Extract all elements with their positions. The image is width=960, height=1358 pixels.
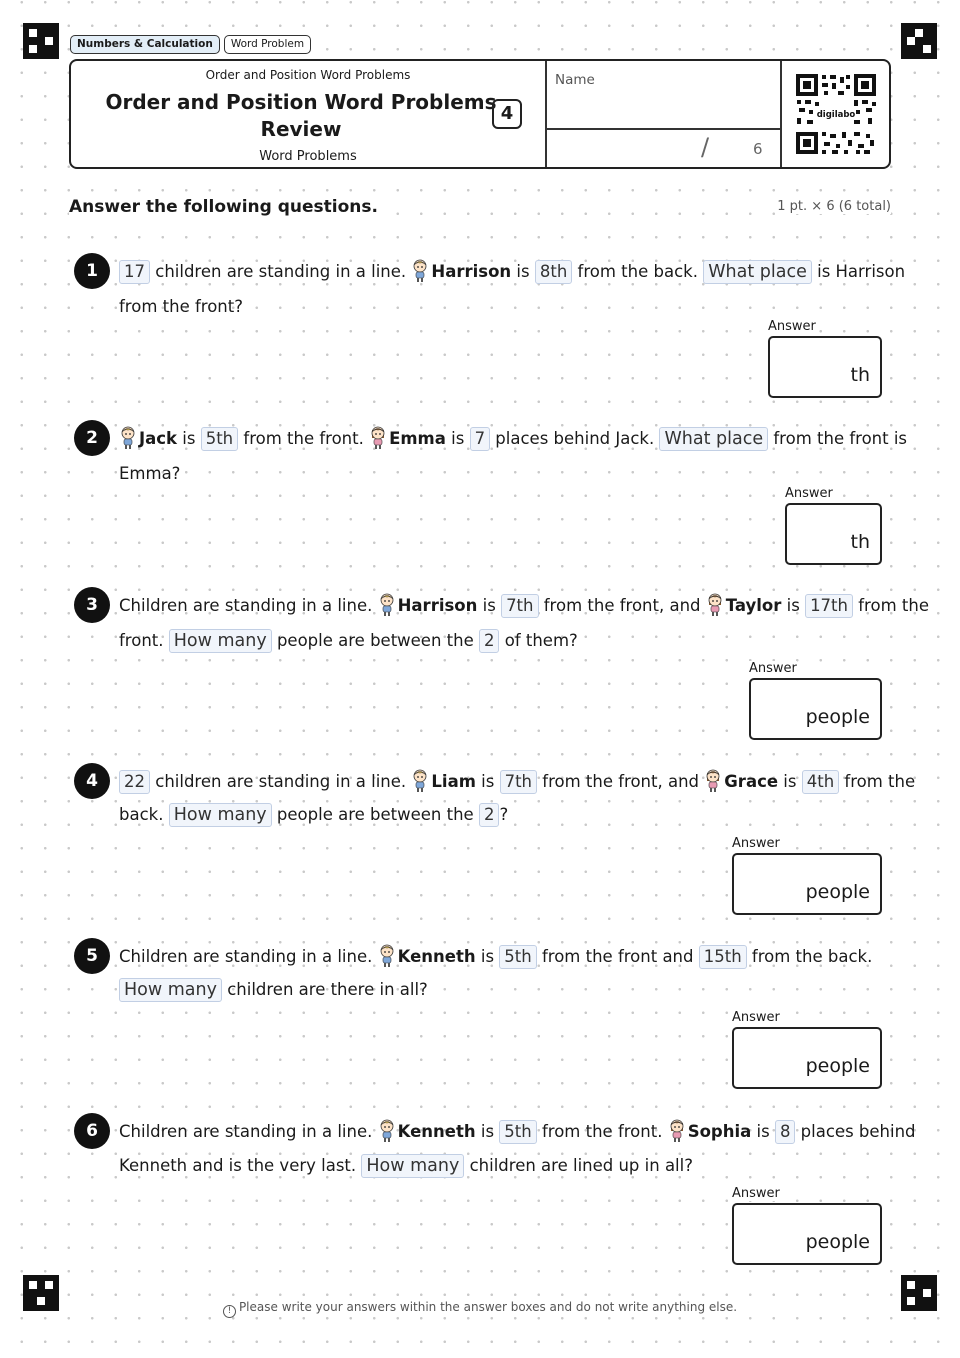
- question-text-line: [119, 461, 180, 487]
- question-text-line: [119, 592, 929, 619]
- boy-icon: [378, 1118, 396, 1142]
- qr-code-icon: [795, 73, 877, 155]
- person-name: Liam: [431, 772, 476, 791]
- question-keyword: How many: [169, 629, 272, 653]
- question-text: back.: [119, 805, 169, 824]
- highlighted-value: 2: [479, 629, 500, 653]
- question-text-line: [119, 802, 508, 828]
- question-text: is: [778, 772, 802, 791]
- question-text: from the: [853, 596, 929, 615]
- boy-icon: [378, 943, 396, 967]
- question-text: is: [475, 772, 500, 791]
- question-text: from the back.: [746, 947, 873, 966]
- answer-unit: th: [850, 531, 870, 553]
- highlighted-value: 8th: [535, 260, 572, 284]
- category-tags: [70, 35, 311, 54]
- highlighted-value: 4th: [802, 770, 839, 794]
- question-number: 1: [74, 253, 110, 289]
- question-number: 6: [74, 1113, 110, 1149]
- highlighted-value: 17th: [805, 594, 853, 618]
- score-slash: /: [701, 133, 710, 161]
- question-text: is: [445, 429, 470, 448]
- score-total: 6: [753, 140, 763, 158]
- question-text: from the front and: [536, 947, 699, 966]
- corner-marker-top-left: [23, 23, 59, 59]
- person-name: Jack: [139, 429, 178, 448]
- instruction-text: Answer the following questions.: [69, 197, 382, 217]
- boy-icon: [411, 768, 429, 792]
- question-text: Emma?: [119, 464, 181, 483]
- question-number: 5: [74, 938, 110, 974]
- page-title: Order and Position Word Problems Review: [105, 90, 497, 141]
- answer-label: Answer: [768, 319, 816, 334]
- question-text: children are standing in a line.: [150, 772, 412, 791]
- worksheet-header: [69, 59, 891, 169]
- highlighted-value: 7: [470, 427, 491, 451]
- question-text: children are standing in a line.: [150, 262, 412, 281]
- question-text: places behind: [795, 1122, 916, 1141]
- question-text: from the front?: [119, 297, 243, 316]
- header-subtitle: Order and Position Word Problems: [205, 68, 411, 82]
- header-divider: [780, 61, 782, 167]
- highlighted-value: 5th: [499, 945, 536, 969]
- girl-icon: [704, 768, 722, 792]
- question-text: is: [477, 596, 502, 615]
- girl-icon: [706, 592, 724, 616]
- header-category: Word Problems: [259, 149, 357, 164]
- question-text: is: [475, 1122, 500, 1141]
- question-text: is: [751, 1122, 775, 1141]
- question-text-line: [119, 1153, 693, 1179]
- question-keyword: What place: [659, 427, 768, 451]
- answer-label: Answer: [732, 1186, 780, 1201]
- question-text: from the front, and: [538, 596, 706, 615]
- highlighted-value: 22: [119, 770, 150, 794]
- question-text-line: [119, 628, 578, 654]
- highlighted-value: 7th: [500, 770, 537, 794]
- footer-text: Please write your answers within the answer boxes and do not write anything else.: [238, 1300, 738, 1314]
- question-text: people are between the: [271, 805, 479, 824]
- header-divider: [545, 128, 780, 130]
- question-text: of them?: [499, 631, 578, 650]
- highlighted-value: 5th: [499, 1120, 536, 1144]
- question-text: is: [781, 596, 806, 615]
- tag-numbers-calculation: Numbers & Calculation: [70, 35, 220, 54]
- question-keyword: How many: [169, 803, 272, 827]
- answer-label: Answer: [749, 661, 797, 676]
- highlighted-value: 8: [775, 1120, 796, 1144]
- person-name: Kenneth: [397, 947, 476, 966]
- question-text: people are between the: [271, 631, 479, 650]
- question-number: 4: [74, 763, 110, 799]
- question-text: ?: [499, 805, 509, 824]
- boy-icon: [411, 258, 429, 282]
- points-info: 1 pt. × 6 (6 total): [777, 199, 891, 214]
- question-text: is: [475, 947, 500, 966]
- question-text: from the front is: [768, 429, 908, 448]
- question-text: from the back.: [572, 262, 704, 281]
- girl-icon: [369, 425, 387, 449]
- question-text-line: [119, 258, 905, 285]
- question-text: Children are standing in a line.: [119, 947, 378, 966]
- worksheet-number: 4: [492, 99, 522, 129]
- tag-word-problem: Word Problem: [224, 35, 311, 54]
- question-text: Children are standing in a line.: [119, 596, 378, 615]
- question-text: is: [177, 429, 201, 448]
- question-text-line: [119, 977, 428, 1003]
- person-name: Taylor: [725, 596, 782, 615]
- answer-unit: people: [805, 706, 870, 728]
- answer-label: Answer: [785, 486, 833, 501]
- answer-label: Answer: [732, 1010, 780, 1025]
- question-keyword: How many: [361, 1154, 464, 1178]
- highlighted-value: 2: [479, 803, 500, 827]
- question-text-line: [119, 1118, 916, 1145]
- answer-box[interactable]: [768, 336, 882, 398]
- question-text: front.: [119, 631, 169, 650]
- info-icon: !: [223, 1305, 236, 1318]
- answer-label: Answer: [732, 836, 780, 851]
- highlighted-value: 5th: [201, 427, 238, 451]
- question-number: 2: [74, 420, 110, 456]
- question-keyword: What place: [703, 260, 812, 284]
- question-text-line: [119, 768, 915, 795]
- person-name: Emma: [389, 429, 446, 448]
- answer-unit: people: [805, 1055, 870, 1077]
- header-divider: [545, 61, 547, 167]
- question-text-line: [119, 294, 243, 320]
- question-text: from the front.: [536, 1122, 668, 1141]
- qr-label: digilabo: [816, 110, 856, 120]
- question-text-line: [119, 943, 872, 970]
- question-text: children are lined up in all?: [464, 1156, 693, 1175]
- question-text-line: [119, 425, 907, 452]
- question-text: Kenneth and is the very last.: [119, 1156, 362, 1175]
- highlighted-value: 15th: [699, 945, 747, 969]
- answer-box[interactable]: [732, 853, 882, 915]
- answer-box[interactable]: [732, 1203, 882, 1265]
- girl-icon: [668, 1118, 686, 1142]
- answer-box[interactable]: [749, 678, 882, 740]
- person-name: Harrison: [431, 262, 512, 281]
- person-name: Sophia: [687, 1122, 752, 1141]
- answer-unit: people: [805, 881, 870, 903]
- question-number: 3: [74, 587, 110, 623]
- question-text: from the front.: [238, 429, 370, 448]
- corner-marker-top-right: [901, 23, 937, 59]
- question-text: is Harrison: [811, 262, 906, 281]
- answer-unit: th: [850, 364, 870, 386]
- footer-note: [0, 1300, 960, 1318]
- person-name: Harrison: [397, 596, 478, 615]
- question-text: Children are standing in a line.: [119, 1122, 378, 1141]
- question-text: from the front, and: [537, 772, 705, 791]
- boy-icon: [119, 425, 137, 449]
- answer-box[interactable]: [732, 1027, 882, 1089]
- name-field-label: Name: [555, 72, 595, 88]
- person-name: Grace: [724, 772, 779, 791]
- answer-box[interactable]: [785, 503, 882, 565]
- boy-icon: [378, 592, 396, 616]
- question-keyword: How many: [119, 978, 222, 1002]
- person-name: Kenneth: [397, 1122, 476, 1141]
- question-text: children are there in all?: [221, 980, 428, 999]
- question-text: places behind Jack.: [490, 429, 660, 448]
- answer-unit: people: [805, 1231, 870, 1253]
- highlighted-value: 7th: [501, 594, 538, 618]
- question-text: is: [511, 262, 535, 281]
- highlighted-value: 17: [119, 260, 150, 284]
- question-text: from the: [839, 772, 916, 791]
